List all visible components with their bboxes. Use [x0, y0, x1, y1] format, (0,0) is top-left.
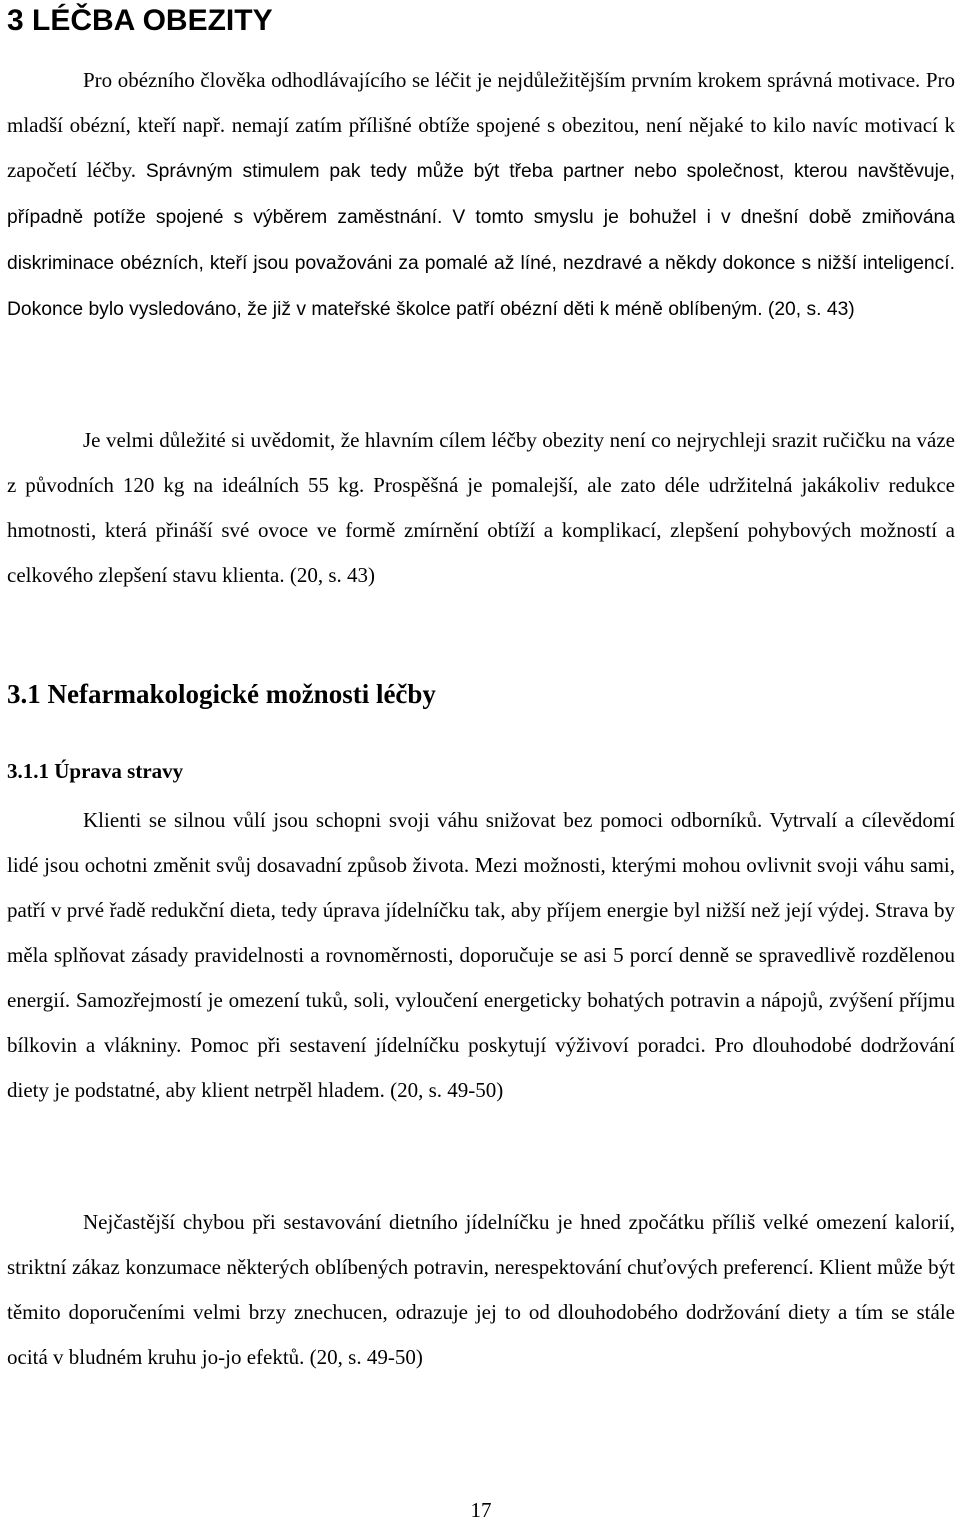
paragraph-text: Správným stimulem pak tedy může být třeba partner nebo společnost, kterou navštěvuje, případně potíže spojené s výběrem zaměstnání.: [7, 161, 956, 228]
chapter-heading: 3 LÉČBA OBEZITY: [7, 4, 273, 37]
body-paragraph: [7, 58, 955, 332]
body-paragraph: Je velmi důležité si uvědomit, že hlavním cílem léčby obezity není co nejrychleji srazit ručičku na váze z původních 120 kg na ideálních 55 kg. Prospěšná je pomalejší, ale zato déle udržitelná jakákoliv redukce hmotnosti, která přináší své ovoce ve formě zmírnění obtíží a komplikací, zlepšení pohybových možností a celkového zlepšení stavu klienta. (20, s. 43): [7, 428, 955, 587]
paragraph-text: V tomto smyslu je bohužel i v dnešní době zmiňována diskriminace obézních, kteří jsou považováni za pomalé až líné, nezdravé a někdy dokonce s nižší inteligencí. Dokonce bylo vysledováno, že již v mateřské školce patří obézní děti k méně oblíbeným. (20, s. 43): [7, 207, 955, 320]
paragraph-text: Pro obézního člověka odhodlávajícího se léčit je nejdůležitějším prvním krokem správná motivace. Pro mladší obézní, kteří např. nemají zatím přílišné obtíže spojené s obezitou, není nějaké to kilo navíc motivací k započetí léčby.: [7, 68, 955, 182]
body-paragraph: Nejčastější chybou při sestavování dietního jídelníčku je hned zpočátku příliš velké omezení kalorií, striktní zákaz konzumace některých oblíbených potravin, nerespektování chuťových preferencí. Klient může být těmito doporučeními velmi brzy znechucen, odrazuje jej to od dlouhodobého dodržování diety a tím se stále ocitá v bludném kruhu jo-jo efektů. (20, s. 49-50): [7, 1210, 955, 1369]
body-paragraph: Klienti se silnou vůlí jsou schopni svoji váhu snižovat bez pomoci odborníků. Vytrvalí a cílevědomí lidé jsou ochotni změnit svůj dosavadní způsob života. Mezi možnosti, kterými mohou ovlivnit svoji váhu sami, patří v prvé řadě redukční dieta, tedy úprava jídelníčku tak, aby příjem energie byl nižší než její výdej. Strava by měla splňovat zásady pravidelnosti a rovnoměrnosti, doporučuje se asi 5 porcí denně se spravedlivě rozdělenou energií. Samozřejmostí je omezení tuků, soli, vyloučení energeticky bohatých potravin a nápojů, zvýšení příjmu bílkovin a vlákniny. Pomoc při sestavení jídelníčku poskytují výživoví poradci. Pro dlouhodobé dodržování diety je podstatné, aby klient netrpěl hladem. (20, s. 49-50): [7, 808, 955, 1102]
section-heading: 3.1 Nefarmakologické možnosti léčby: [7, 679, 436, 709]
page-number: 17: [470, 1498, 492, 1522]
subsection-heading: 3.1.1 Úprava stravy: [7, 759, 184, 783]
